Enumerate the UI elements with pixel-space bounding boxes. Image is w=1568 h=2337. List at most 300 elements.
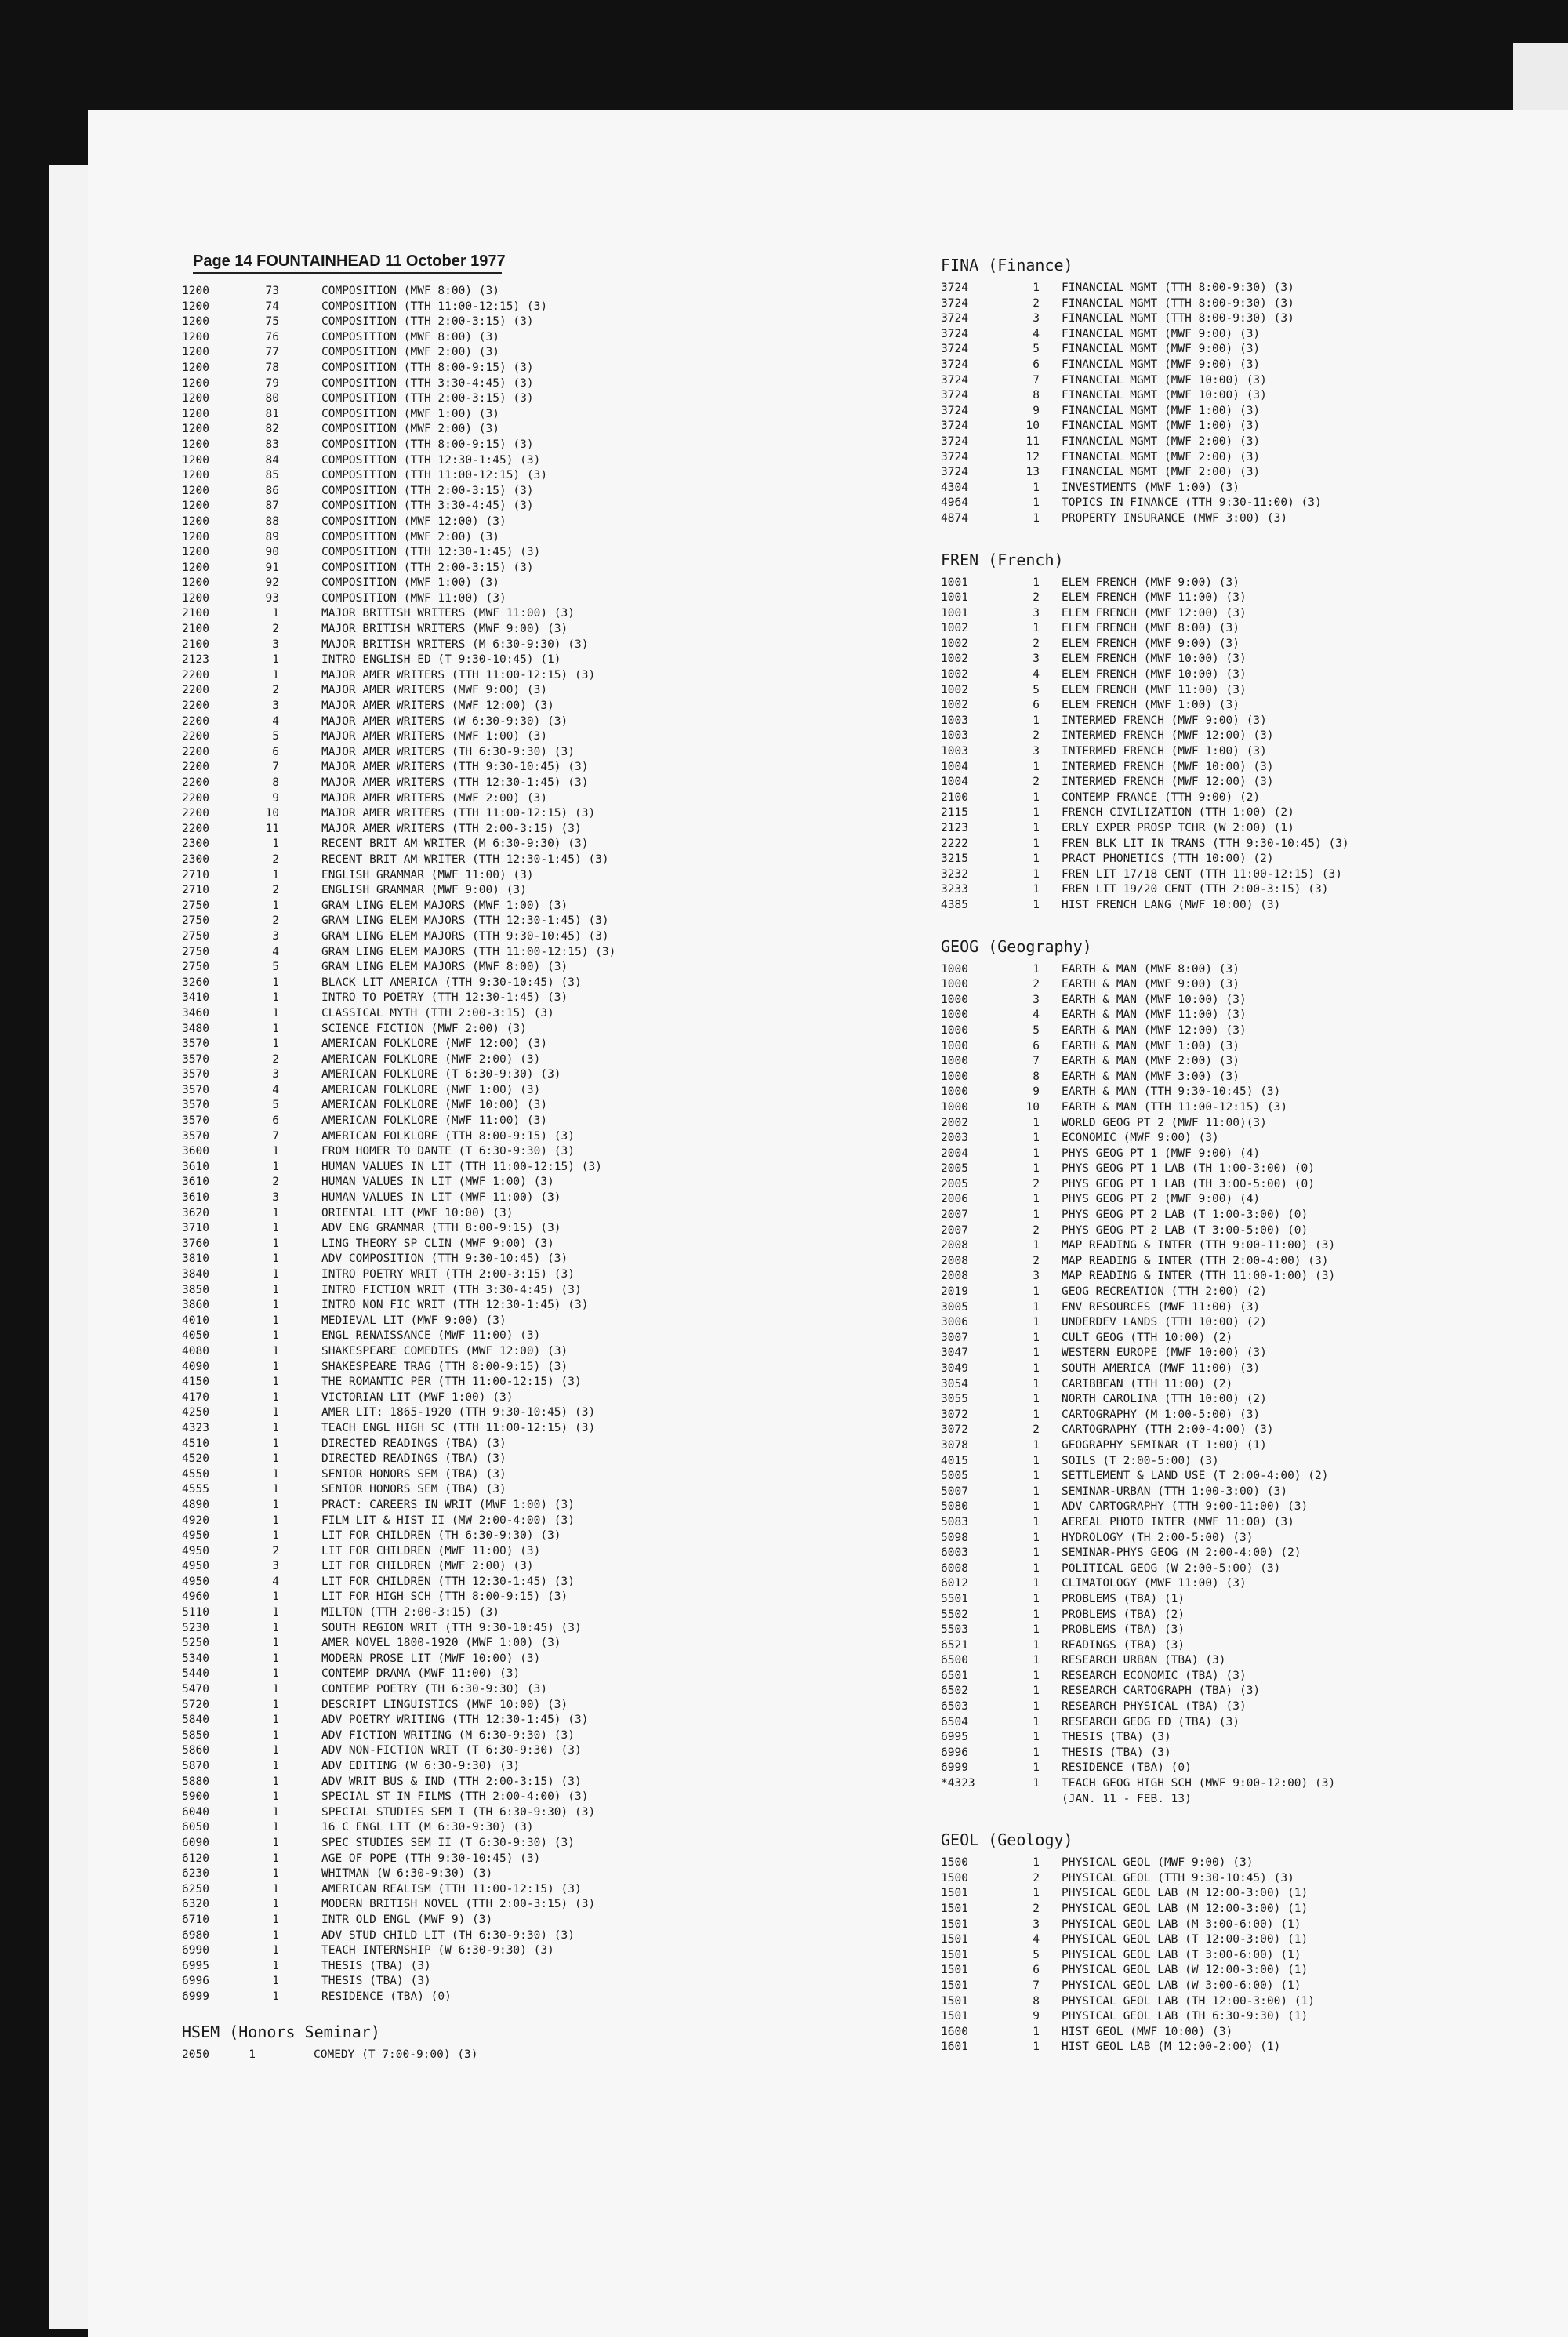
course-number: 5230	[182, 1621, 209, 1634]
course-title: PHYSICAL GEOL LAB (TH 12:00-3:00) (1)	[1062, 1994, 1316, 2008]
course-row	[182, 391, 684, 407]
section-number: 1	[272, 1529, 279, 1543]
course-number: 4960	[182, 1590, 209, 1604]
course-title: MAJOR AMER WRITERS (MWF 9:00) (3)	[321, 684, 548, 697]
section-number: 6	[1033, 1039, 1040, 1052]
course-row	[941, 388, 1490, 404]
section-number: 1	[1033, 1654, 1040, 1667]
course-number: 5470	[182, 1683, 209, 1696]
section-number: 1	[1033, 1669, 1040, 1682]
course-number: 1200	[182, 576, 209, 590]
section-number: 1	[272, 1452, 279, 1466]
section-number: 1	[272, 1760, 279, 1772]
section-number: 1	[272, 1360, 279, 1373]
section-number: 5	[272, 961, 279, 974]
section-number: 8	[272, 776, 279, 789]
english-course-list	[182, 284, 684, 2005]
section-number: 1	[272, 1790, 279, 1804]
course-title: ADV COMPOSITION (TTH 9:30-10:45) (3)	[321, 1252, 568, 1266]
course-number: 2019	[941, 1285, 968, 1299]
section-number: 73	[265, 285, 279, 297]
section-number: 1	[1033, 1731, 1040, 1744]
course-title: AGE OF POPE (TTH 9:30-10:45) (3)	[321, 1852, 541, 1865]
section-number: 1	[1033, 1285, 1040, 1299]
course-number: 1200	[182, 376, 209, 390]
course-row	[182, 1636, 684, 1652]
course-row	[941, 1576, 1490, 1592]
course-row	[941, 1269, 1490, 1285]
course-number: 2750	[182, 914, 209, 928]
course-row	[941, 1161, 1490, 1177]
section-number: 2	[272, 684, 279, 697]
course-number: 5503	[941, 1623, 968, 1637]
section-number: 1	[272, 1283, 279, 1296]
section-number: 1	[1033, 1470, 1040, 1483]
section-number: 1	[1033, 837, 1040, 850]
section-number: 3	[1033, 652, 1040, 666]
course-row	[941, 1561, 1490, 1577]
course-title: VICTORIAN LIT (MWF 1:00) (3)	[321, 1390, 514, 1404]
section-number: 1	[272, 1145, 279, 1158]
section-number: 7	[1033, 373, 1040, 387]
course-title: RESEARCH PHYSICAL (TBA) (3)	[1062, 1700, 1247, 1714]
course-row	[941, 1979, 1490, 1994]
section-number: 7	[1033, 1979, 1040, 1992]
course-row	[941, 1177, 1490, 1193]
course-title: ELEM FRENCH (MWF 9:00) (3)	[1062, 576, 1240, 589]
course-row	[941, 1730, 1490, 1746]
course-number: 2300	[182, 852, 209, 866]
course-row	[182, 2048, 684, 2063]
section-number: 6	[272, 1114, 279, 1128]
course-row	[941, 652, 1490, 667]
course-title: COMPOSITION (MWF 8:00) (3)	[321, 285, 499, 297]
course-row	[182, 1022, 684, 1038]
course-title: INTERMED FRENCH (MWF 12:00) (3)	[1062, 776, 1274, 789]
course-row	[182, 990, 684, 1006]
section-number: 7	[272, 1129, 279, 1143]
section-number: 2	[1033, 1254, 1040, 1267]
course-number: 1200	[182, 346, 209, 359]
course-title: DESCRIPT LINGUISTICS (MWF 10:00) (3)	[321, 1698, 568, 1711]
course-number: 5880	[182, 1775, 209, 1788]
course-row	[941, 993, 1490, 1009]
course-title: FINANCIAL MGMT (MWF 1:00) (3)	[1062, 404, 1261, 417]
course-number: 4304	[941, 481, 968, 494]
section-number: 1	[1033, 1715, 1040, 1728]
course-number: 3850	[182, 1283, 209, 1296]
course-row	[182, 1037, 684, 1052]
course-number: 2100	[941, 791, 968, 804]
course-number: 2750	[182, 929, 209, 943]
course-number: 1200	[182, 546, 209, 559]
course-title: COMPOSITION (TTH 2:00-3:15) (3)	[321, 484, 534, 497]
course-title: FINANCIAL MGMT (MWF 10:00) (3)	[1062, 373, 1267, 387]
section-number: 1	[1033, 496, 1040, 510]
course-number: 1002	[941, 622, 968, 635]
course-number: 2200	[182, 714, 209, 728]
course-row	[182, 1482, 684, 1498]
course-number: 1501	[941, 2010, 968, 2023]
course-row	[941, 714, 1490, 729]
course-number: 1501	[941, 1979, 968, 1992]
course-row	[941, 1994, 1490, 2010]
section-number: 1	[272, 1990, 279, 2003]
course-row	[182, 1083, 684, 1099]
course-title: MAJOR BRITISH WRITERS (MWF 11:00) (3)	[321, 607, 575, 620]
course-row	[182, 1575, 684, 1590]
section-number: 9	[1033, 1085, 1040, 1099]
course-title: PHYSICAL GEOL LAB (M 3:00-6:00) (1)	[1062, 1917, 1301, 1931]
course-title: MAJOR AMER WRITERS (MWF 1:00) (3)	[321, 730, 548, 743]
course-number: 2200	[182, 822, 209, 835]
course-number: 1000	[941, 993, 968, 1006]
section-number: 9	[272, 791, 279, 805]
course-row	[182, 1959, 684, 1975]
course-number: 3078	[941, 1438, 968, 1452]
course-row	[941, 1902, 1490, 1917]
section-number: 4	[1033, 668, 1040, 681]
section-number: 1	[1033, 1577, 1040, 1590]
course-row	[182, 1129, 684, 1145]
course-row	[182, 1514, 684, 1529]
section-number: 6	[1033, 1964, 1040, 1977]
course-number: 2002	[941, 1116, 968, 1129]
section-number: 88	[265, 514, 279, 528]
course-row	[941, 791, 1490, 806]
section-number: 1	[1033, 1208, 1040, 1222]
course-title: FINANCIAL MGMT (MWF 1:00) (3)	[1062, 420, 1261, 433]
course-row	[182, 1882, 684, 1898]
course-title: PHYSICAL GEOL LAB (TH 6:30-9:30) (1)	[1062, 2010, 1308, 2023]
course-title: ADV STUD CHILD LIT (TH 6:30-9:30) (3)	[321, 1928, 575, 1942]
course-number: 2750	[182, 961, 209, 974]
section-number: 1	[272, 1606, 279, 1619]
course-number: 3570	[182, 1129, 209, 1143]
section-number: 1	[1033, 1856, 1040, 1870]
course-title: COMPOSITION (MWF 1:00) (3)	[321, 407, 499, 420]
course-number: 5110	[182, 1606, 209, 1619]
section-number: 1	[1033, 1700, 1040, 1714]
section-number: 1	[1033, 1623, 1040, 1637]
course-row	[182, 1544, 684, 1560]
section-number: 1	[1033, 714, 1040, 727]
course-number: 6320	[182, 1898, 209, 1911]
course-title: PHYSICAL GEOL (MWF 9:00) (3)	[1062, 1856, 1254, 1870]
section-number: 5	[1033, 683, 1040, 696]
course-row	[941, 1054, 1490, 1070]
course-title: EARTH & MAN (MWF 9:00) (3)	[1062, 978, 1240, 991]
course-title: TEACH ENGL HIGH SC (TTH 11:00-12:15) (3)	[321, 1421, 596, 1434]
course-row	[941, 837, 1490, 852]
course-title: LIT FOR CHILDREN (TH 6:30-9:30) (3)	[321, 1529, 561, 1543]
course-title: READINGS (TBA) (3)	[1062, 1638, 1185, 1652]
course-title: GRAM LING ELEM MAJORS (TTH 12:30-1:45) (3)	[321, 914, 609, 928]
course-title: HUMAN VALUES IN LIT (TTH 11:00-12:15) (3)	[321, 1160, 602, 1173]
course-row	[182, 1836, 684, 1852]
section-number: 1	[272, 1467, 279, 1481]
course-title: PHYSICAL GEOL LAB (T 12:00-3:00) (1)	[1062, 1933, 1308, 1946]
course-title: SHAKESPEARE TRAG (TTH 8:00-9:15) (3)	[321, 1360, 568, 1373]
course-title: CLASSICAL MYTH (TTH 2:00-3:15) (3)	[321, 1006, 554, 1019]
section-number: 1	[272, 1206, 279, 1219]
course-title: CONTEMP FRANCE (TTH 9:00) (2)	[1062, 791, 1261, 804]
course-title: PHYSICAL GEOL LAB (M 12:00-3:00) (1)	[1062, 1903, 1308, 1915]
section-number: 3	[272, 929, 279, 943]
course-title: FINANCIAL MGMT (TTH 8:00-9:30) (3)	[1062, 312, 1294, 325]
section-number: 1	[1033, 1331, 1040, 1344]
course-title: MAP READING & INTER (TTH 2:00-4:00) (3)	[1062, 1254, 1329, 1267]
course-row	[941, 1208, 1490, 1223]
course-number: 3007	[941, 1331, 968, 1344]
course-title: ELEM FRENCH (MWF 8:00) (3)	[1062, 622, 1240, 635]
section-number: 4	[272, 945, 279, 958]
course-number: 3724	[941, 358, 968, 371]
course-row	[182, 1928, 684, 1944]
course-row	[941, 1070, 1490, 1085]
course-number: 3810	[182, 1252, 209, 1266]
course-row	[941, 1608, 1490, 1623]
course-title: PROPERTY INSURANCE (MWF 3:00) (3)	[1062, 511, 1288, 525]
course-title: SETTLEMENT & LAND USE (T 2:00-4:00) (2)	[1062, 1470, 1329, 1483]
course-title: EARTH & MAN (MWF 8:00) (3)	[1062, 962, 1240, 976]
section-number: 1	[1033, 1362, 1040, 1375]
course-title: MODERN PROSE LIT (MWF 10:00) (3)	[321, 1652, 541, 1665]
course-number: 1200	[182, 469, 209, 482]
section-number: 9	[1033, 404, 1040, 417]
course-row	[182, 484, 684, 500]
course-title: AMERICAN FOLKLORE (MWF 12:00) (3)	[321, 1038, 548, 1051]
course-row	[941, 404, 1490, 420]
section-number: 1	[1033, 1162, 1040, 1176]
section-number: 92	[265, 576, 279, 590]
course-row	[182, 822, 684, 838]
course-row	[182, 714, 684, 730]
course-row	[941, 1131, 1490, 1147]
course-row	[941, 481, 1490, 496]
course-row	[182, 868, 684, 884]
section-number: 1	[272, 1959, 279, 1972]
section-number: 1	[272, 1637, 279, 1650]
section-number: 1	[1033, 1500, 1040, 1514]
section-number: 2	[1033, 637, 1040, 650]
course-title: WORLD GEOG PT 2 (MWF 11:00)(3)	[1062, 1116, 1267, 1129]
course-number: 6503	[941, 1700, 968, 1714]
course-number: 3724	[941, 420, 968, 433]
section-number: 1	[272, 1928, 279, 1942]
course-row	[941, 1623, 1490, 1638]
course-number: 6999	[941, 1761, 968, 1775]
course-row	[941, 867, 1490, 883]
section-number: 1	[1033, 867, 1040, 881]
course-row	[941, 1300, 1490, 1316]
course-title: FINANCIAL MGMT (MWF 10:00) (3)	[1062, 389, 1267, 402]
course-number: 6996	[941, 1746, 968, 1759]
course-row	[941, 1408, 1490, 1423]
course-row	[182, 1790, 684, 1805]
course-number: 6003	[941, 1546, 968, 1560]
course-row	[182, 1852, 684, 1867]
course-row	[182, 883, 684, 899]
course-number: 2200	[182, 807, 209, 820]
course-number: 5502	[941, 1608, 968, 1621]
course-row	[182, 468, 684, 484]
course-row	[182, 1974, 684, 1990]
section-number: 1	[272, 1621, 279, 1634]
course-title: TEACH INTERNSHIP (W 6:30-9:30) (3)	[321, 1944, 554, 1957]
course-title: COMPOSITION (TTH 11:00-12:15) (3)	[321, 469, 548, 482]
section-number: 5	[1033, 1948, 1040, 1961]
course-row	[182, 760, 684, 776]
course-title: ELEM FRENCH (MWF 10:00) (3)	[1062, 668, 1247, 681]
section-number: 2	[1033, 978, 1040, 991]
section-number: 5	[272, 730, 279, 743]
course-title: ADV EDITING (W 6:30-9:30) (3)	[321, 1760, 521, 1772]
course-row	[941, 805, 1490, 821]
course-number: 2300	[182, 838, 209, 851]
course-list	[941, 576, 1490, 914]
section-number: 2	[1033, 776, 1040, 789]
course-row	[182, 929, 684, 945]
course-row	[941, 1932, 1490, 1948]
section-number: 13	[1025, 466, 1040, 479]
course-title: COMPOSITION (MWF 2:00) (3)	[321, 530, 499, 543]
course-title: NORTH CAROLINA (TTH 10:00) (2)	[1062, 1393, 1267, 1406]
course-number: 1003	[941, 729, 968, 743]
course-title: FROM HOMER TO DANTE (T 6:30-9:30) (3)	[321, 1145, 575, 1158]
section-number: 1	[1033, 2025, 1040, 2038]
course-title: AMERICAN FOLKLORE (TTH 8:00-9:15) (3)	[321, 1129, 575, 1143]
course-number: 1000	[941, 1023, 968, 1037]
course-row	[941, 1871, 1490, 1887]
course-number: 1500	[941, 1871, 968, 1885]
course-row	[182, 1805, 684, 1821]
course-row	[182, 530, 684, 546]
section-number: 7	[272, 761, 279, 774]
course-number: 4323	[182, 1421, 209, 1434]
course-row	[182, 1328, 684, 1344]
section-number: 1	[1033, 1485, 1040, 1498]
course-title: MAJOR AMER WRITERS (TTH 2:00-3:15) (3)	[321, 822, 582, 835]
course-number: 2200	[182, 745, 209, 758]
section-number: 10	[1025, 1100, 1040, 1114]
course-row	[941, 1454, 1490, 1470]
section-number: 3	[1033, 312, 1040, 325]
course-title: UNDERDEV LANDS (TTH 10:00) (2)	[1062, 1316, 1267, 1329]
course-title: COMPOSITION (TTH 12:30-1:45) (3)	[321, 453, 541, 467]
course-title: EARTH & MAN (TTH 9:30-10:45) (3)	[1062, 1085, 1281, 1099]
section-number: 1	[272, 1437, 279, 1450]
course-row	[182, 1144, 684, 1160]
course-number: 1000	[941, 978, 968, 991]
course-row	[182, 1006, 684, 1022]
section-number: 1	[272, 1975, 279, 1988]
course-number: 4520	[182, 1452, 209, 1466]
section-number: 2	[1033, 729, 1040, 743]
course-list	[941, 962, 1490, 1792]
section-number: 80	[265, 392, 279, 405]
course-title: SHAKESPEARE COMEDIES (MWF 12:00) (3)	[321, 1344, 568, 1357]
course-row	[941, 1392, 1490, 1408]
course-number: 3600	[182, 1145, 209, 1158]
course-number: 3724	[941, 312, 968, 325]
course-number: 3570	[182, 1038, 209, 1051]
course-row	[182, 1375, 684, 1390]
section-number: 2	[272, 914, 279, 928]
course-number: 4015	[941, 1454, 968, 1467]
course-title: COMPOSITION (MWF 2:00) (3)	[321, 423, 499, 436]
section-number: 78	[265, 361, 279, 374]
course-row	[182, 1098, 684, 1114]
course-title: PROBLEMS (TBA) (3)	[1062, 1623, 1185, 1637]
course-number: 2710	[182, 884, 209, 897]
section-number: 1	[1033, 822, 1040, 834]
course-number: 6008	[941, 1561, 968, 1575]
section-number: 1	[1033, 1239, 1040, 1252]
course-number: 3055	[941, 1393, 968, 1406]
course-row	[941, 1684, 1490, 1699]
section-number: 4	[272, 1575, 279, 1588]
course-title: INTRO TO POETRY (TTH 12:30-1:45) (3)	[321, 991, 568, 1005]
course-row	[941, 1361, 1490, 1377]
section-number: 1	[272, 1867, 279, 1881]
section-number: 1	[1033, 883, 1040, 896]
course-title: COMPOSITION (TTH 8:00-9:15) (3)	[321, 361, 534, 374]
course-number: 6990	[182, 1944, 209, 1957]
course-title: COMPOSITION (TTH 2:00-3:15) (3)	[321, 392, 534, 405]
section-number: 1	[272, 1160, 279, 1173]
course-row	[941, 744, 1490, 760]
course-number: 4010	[182, 1314, 209, 1327]
section-number: 1	[272, 1683, 279, 1696]
course-title: EARTH & MAN (MWF 10:00) (3)	[1062, 993, 1247, 1006]
course-row	[182, 300, 684, 315]
course-number: 3724	[941, 450, 968, 463]
course-number: 1500	[941, 1856, 968, 1870]
course-title: RESIDENCE (TBA) (0)	[1062, 1761, 1192, 1775]
course-title: ADV ENG GRAMMAR (TTH 8:00-9:15) (3)	[321, 1222, 561, 1235]
course-number: 6999	[182, 1990, 209, 2003]
section-number: 1	[272, 1898, 279, 1911]
course-number: 2710	[182, 868, 209, 881]
course-title: POLITICAL GEOG (W 2:00-5:00) (3)	[1062, 1561, 1281, 1575]
course-title: THESIS (TBA) (3)	[1062, 1731, 1171, 1744]
course-title: INTR OLD ENGL (MWF 9) (3)	[321, 1913, 493, 1926]
course-row	[182, 545, 684, 561]
course-row	[182, 1498, 684, 1514]
section-number: 1	[1033, 1887, 1040, 1900]
section-number: 2	[272, 1052, 279, 1066]
section-number: 1	[272, 1268, 279, 1281]
course-row	[941, 1116, 1490, 1132]
course-title: AMERICAN FOLKLORE (MWF 1:00) (3)	[321, 1083, 541, 1096]
section-number: 4	[272, 1083, 279, 1096]
page-header: Page 14 FOUNTAINHEAD 11 October 1977	[193, 253, 502, 274]
course-number: 6504	[941, 1715, 968, 1728]
course-number: 2100	[182, 607, 209, 620]
section-number: 1	[1033, 791, 1040, 804]
course-row	[941, 1592, 1490, 1608]
course-title: COMPOSITION (TTH 3:30-4:45) (3)	[321, 376, 534, 390]
course-row	[941, 1423, 1490, 1438]
course-row	[941, 821, 1490, 837]
course-number: 4950	[182, 1544, 209, 1557]
section-number: 1	[272, 1714, 279, 1727]
section-number: 1	[272, 607, 279, 620]
course-row	[941, 1963, 1490, 1979]
course-number: 4874	[941, 511, 968, 525]
course-row	[182, 622, 684, 638]
